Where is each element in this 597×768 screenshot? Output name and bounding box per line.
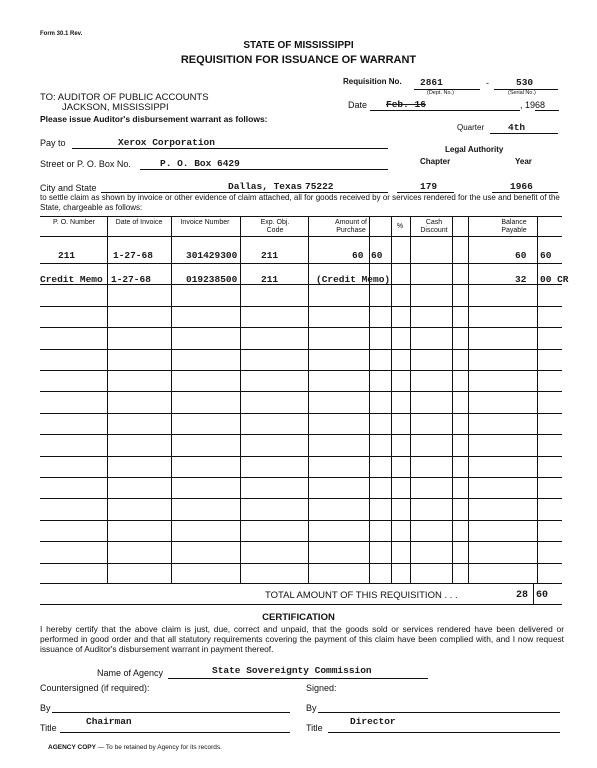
year-label: Year (515, 157, 532, 166)
legal-authority-label: Legal Authority (445, 145, 504, 154)
pay-to-value: Xerox Corporation (118, 137, 215, 148)
footer-note (48, 744, 222, 751)
quarter-label: Quarter (457, 123, 485, 132)
row1-po: 211 (58, 250, 76, 261)
table-column-divider (107, 216, 108, 583)
row2-balance: 32 (515, 274, 527, 285)
col-header-invoice: Invoice Number (180, 219, 230, 226)
total-label: TOTAL AMOUNT OF THIS REQUISITION . . . (265, 590, 458, 601)
col-header-discount: Cash Discount (420, 219, 448, 234)
table-column-divider (452, 216, 453, 583)
table-column-divider (537, 216, 538, 583)
col-header-date: Date of Invoice (115, 219, 163, 226)
requisition-dash: - (486, 78, 489, 88)
state-heading: STATE OF MISSISSIPPI (243, 40, 354, 51)
agency-label: Name of Agency (97, 668, 164, 678)
year-line (535, 110, 559, 111)
city-value: Dallas, Texas (228, 181, 303, 192)
form-number: Form 30.1 Rev. (40, 31, 83, 37)
row2-date: 1-27-68 (111, 274, 151, 285)
table-row-line (40, 349, 562, 350)
street-label: Street or P. O. Box No. (40, 159, 131, 169)
row2-code: 211 (261, 274, 279, 285)
pay-to-label: Pay to (40, 138, 66, 148)
certification-text: I hereby certify that the above claim is just, due, correct and unpaid, that the goods sold or services rendered have been delivered or performed in good order and that all statutory requirements covering the payment of this claim have been complied with, and I now request issuance of Auditor's disbursement warrant in payment thereof. (40, 624, 564, 654)
row1-date: 1-27-68 (113, 250, 153, 261)
date-label: Date (348, 100, 368, 110)
title-left-value: Chairman (86, 716, 132, 727)
col-header-percent: % (396, 223, 404, 230)
title-right-value: Director (350, 716, 396, 727)
table-column-divider (410, 216, 411, 583)
col-header-code: Exp. Obj. Code (260, 219, 290, 234)
city-label: City and State (40, 183, 97, 193)
table-column-divider (308, 216, 309, 583)
table-row-line (40, 563, 562, 564)
table-row-line (40, 456, 562, 457)
quarter-value: 4th (508, 122, 526, 133)
by-left-label: By (40, 703, 51, 713)
table-bottom-border (40, 583, 562, 584)
chapter-label: Chapter (420, 157, 451, 166)
agency-value: State Sovereignty Commission (212, 665, 372, 676)
by-right-label: By (306, 703, 317, 713)
table-top-border (40, 216, 562, 217)
table-row-line (40, 263, 562, 264)
table-row-line (40, 477, 562, 478)
table-column-divider (171, 216, 172, 583)
row2-balance-cents: 00 CR (540, 274, 569, 285)
title-right-line (328, 732, 560, 733)
by-right-line (318, 712, 560, 713)
serial-no-caption: (Serial No.) (508, 90, 536, 96)
table-header-border (40, 236, 562, 237)
agency-line (168, 678, 428, 679)
total-cents-divider (533, 584, 534, 604)
to-line-1: TO: AUDITOR OF PUBLIC ACCOUNTS (40, 92, 209, 103)
by-left-line (52, 712, 290, 713)
signed-label: Signed: (306, 683, 337, 693)
to-line-2: JACKSON, MISSISSIPPI (62, 102, 169, 113)
date-line (370, 110, 520, 111)
row2-po: Credit Memo (40, 274, 103, 285)
street-value: P. O. Box 6429 (160, 158, 240, 169)
row1-invoice: 301429300 (186, 250, 238, 261)
footer-bold: AGENCY COPY (48, 744, 96, 751)
col-header-amount: Amount of Purchase (335, 219, 367, 234)
table-row-line (40, 498, 562, 499)
col-header-balance: Balance Payable (501, 219, 527, 234)
row1-amount: 60 (352, 250, 364, 261)
row1-balance-cents: 60 (540, 250, 552, 261)
instruction-text: Please issue Auditor's disbursement warrant as follows: (40, 114, 268, 124)
table-row-line (40, 413, 562, 414)
table-row-line (40, 434, 562, 435)
total-cents: 60 (536, 590, 549, 601)
table-column-divider (468, 216, 469, 583)
total-dollars: 28 (516, 590, 529, 601)
col-header-po: P. O. Number (53, 219, 95, 226)
total-bottom-border (40, 604, 562, 605)
table-row-line (40, 327, 562, 328)
date-value: Feb. 16 (386, 99, 426, 110)
requisition-label: Requisition No. (343, 77, 402, 86)
settle-text: to settle claim as shown by invoice or other evidence of claim attached, all for goods received by or services rendered for the use and benefit of the State, chargeable as follows: (40, 193, 560, 212)
countersigned-label: Countersigned (if required): (40, 683, 150, 693)
title-left-label: Title (40, 723, 57, 733)
quarter-line (490, 133, 558, 134)
row2-invoice: 019238500 (186, 274, 238, 285)
table-column-divider (369, 216, 370, 583)
form-title: REQUISITION FOR ISSUANCE OF WARRANT (180, 54, 417, 66)
certification-heading: CERTIFICATION (262, 612, 335, 623)
table-row-line (40, 306, 562, 307)
serial-no-value: 530 (516, 77, 534, 88)
title-right-label: Title (306, 723, 323, 733)
street-line (140, 169, 388, 170)
row1-code: 211 (261, 250, 279, 261)
row2-amount: (Credit Memo) (316, 274, 391, 285)
zip-value: 75222 (305, 181, 334, 192)
pay-to-line (72, 148, 388, 149)
table-row-line (40, 370, 562, 371)
chapter-value: 179 (420, 181, 438, 192)
table-row-line (40, 391, 562, 392)
dept-no-value: 2861 (420, 77, 443, 88)
row1-balance: 60 (515, 250, 527, 261)
footer-text: — To be retained by Agency for its records. (97, 744, 222, 751)
legal-year-value: 1966 (510, 181, 533, 192)
table-column-divider (240, 216, 241, 583)
row1-amount-cents: 60 (371, 250, 383, 261)
date-year: , 1968 (520, 100, 546, 110)
table-row-line (40, 520, 562, 521)
dept-no-caption: (Dept. No.) (427, 90, 454, 96)
table-row-line (40, 541, 562, 542)
table-column-divider (391, 216, 392, 583)
title-left-line (60, 732, 290, 733)
